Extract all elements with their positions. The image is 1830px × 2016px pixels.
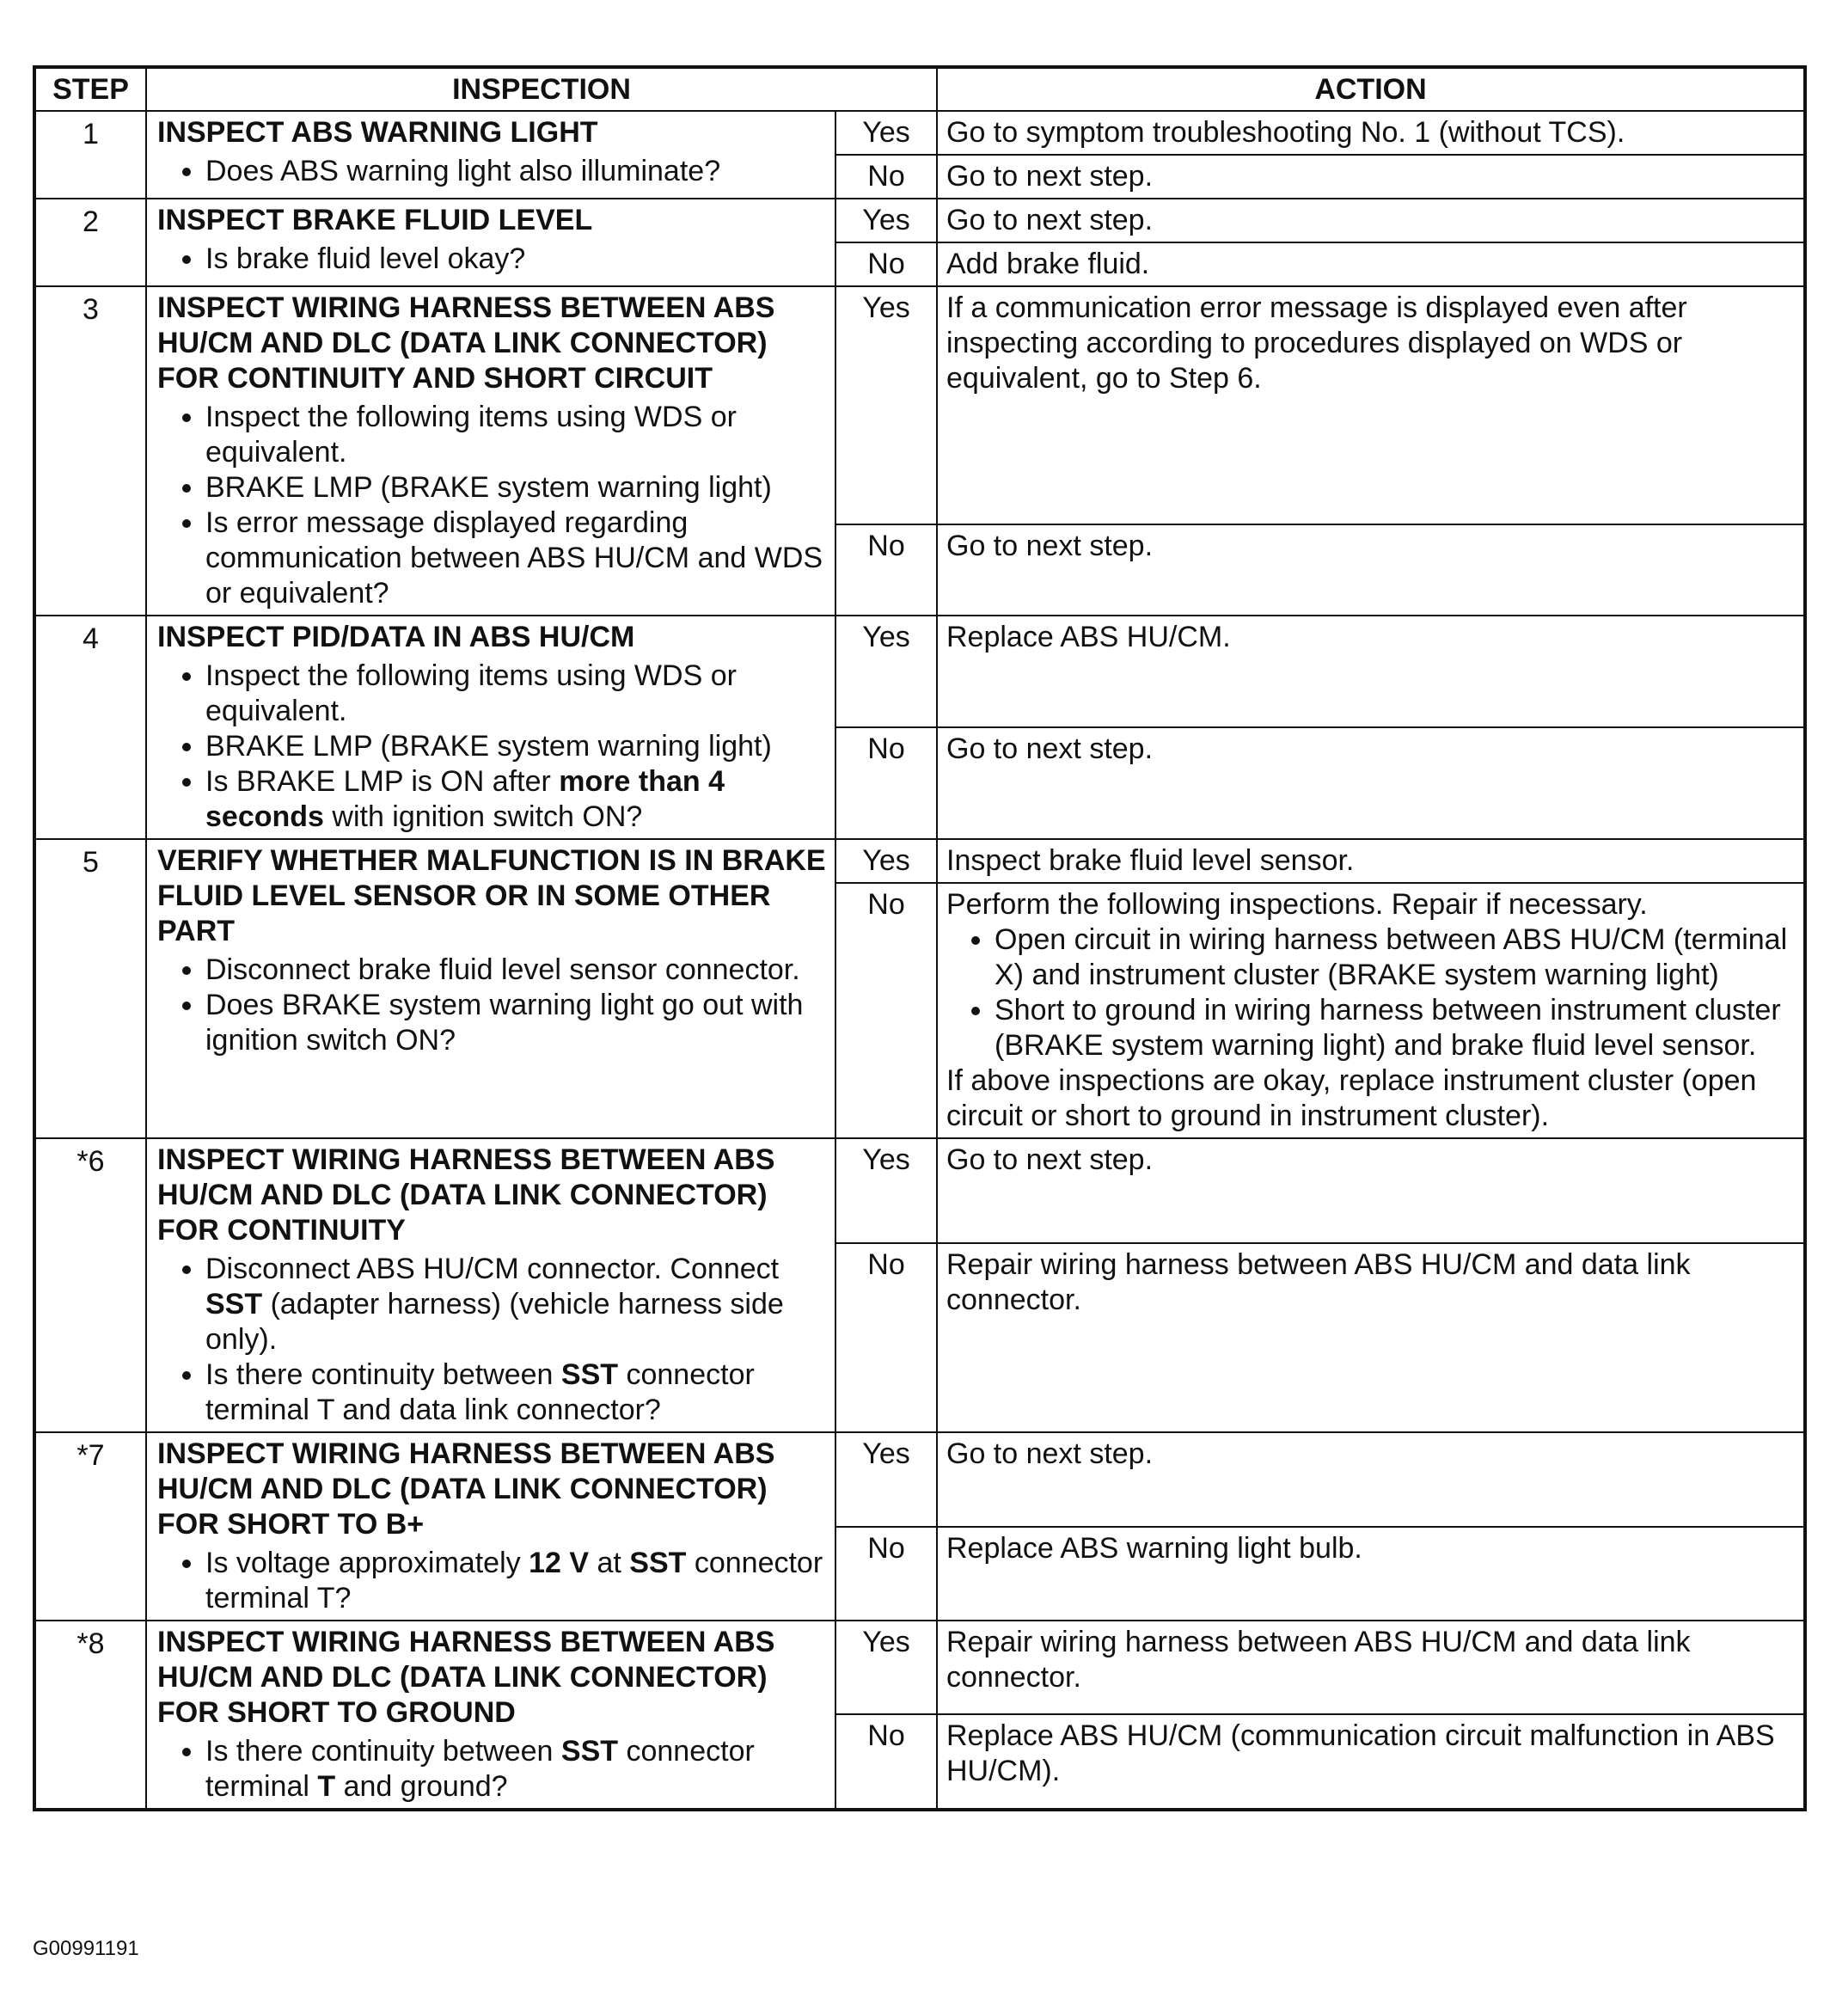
bullet-text: connector terminal T and data link connector?: [205, 1358, 755, 1426]
yes-label: Yes: [835, 286, 937, 524]
header-action: ACTION: [937, 67, 1805, 111]
no-action: [937, 1527, 1805, 1621]
no-label: No: [835, 727, 937, 839]
yes-action: Replace ABS HU/CM.: [937, 616, 1805, 727]
bullet-text: 12 V: [529, 1547, 590, 1579]
bullet-text: with ignition switch ON?: [323, 800, 643, 833]
bullet-text: BRAKE LMP (BRAKE system warning light): [205, 471, 772, 504]
bullet-text: and ground?: [335, 1770, 508, 1803]
inspection-bullet: [205, 470, 826, 506]
table-body: [34, 111, 1805, 1810]
header-inspection: INSPECTION: [146, 67, 937, 111]
inspection-bullet: [205, 154, 826, 189]
step-number: 4: [34, 616, 146, 839]
step-number: 2: [34, 199, 146, 286]
yes-action: Go to next step.: [937, 1432, 1805, 1527]
table-row: [34, 1138, 1805, 1243]
bullet-text: (adapter harness) (vehicle harness side only).: [205, 1288, 784, 1356]
troubleshooting-table: [33, 65, 1807, 1811]
inspection-title: INSPECT WIRING HARNESS BETWEEN ABS HU/CM AND DLC (DATA LINK CONNECTOR) FOR CONTINUITY: [157, 1143, 775, 1247]
inspection-title: INSPECT BRAKE FLUID LEVEL: [157, 204, 593, 236]
no-action-text: Add brake fluid.: [946, 248, 1150, 280]
inspection-bullet: [205, 953, 826, 988]
no-label: No: [835, 883, 937, 1138]
bullet-text: connector terminal: [205, 1735, 755, 1803]
bullet-text: Does ABS warning light also illuminate?: [205, 155, 721, 187]
inspection-title: INSPECT ABS WARNING LIGHT: [157, 116, 598, 149]
bullet-text: SST: [560, 1735, 619, 1768]
inspection-bullet: [205, 1252, 826, 1357]
no-action-bullets: [946, 922, 1795, 1063]
inspection-cell: [146, 616, 835, 839]
no-action-text: Replace ABS warning light bulb.: [946, 1531, 1362, 1565]
table-row: [34, 199, 1805, 242]
no-action-text: Go to next step.: [946, 160, 1154, 193]
no-action: [937, 524, 1805, 616]
no-action-bullet: • Open circuit in wiring harness between ABS HU/CM (terminal X) and instrument cluster (BRAKE system warning light): [995, 922, 1795, 993]
bullet-text: connector terminal T?: [205, 1547, 823, 1615]
bullet-text: Is brake fluid level okay?: [205, 242, 526, 275]
inspection-bullet: [205, 988, 826, 1058]
table-row: [34, 616, 1805, 727]
no-action-text: Replace ABS HU/CM (communication circuit malfunction in ABS HU/CM).: [946, 1719, 1775, 1788]
bullet-text: Does BRAKE system warning light go out with ignition switch ON?: [205, 989, 804, 1057]
table-row: [34, 1621, 1805, 1714]
no-action: [937, 155, 1805, 199]
table-row: [34, 111, 1805, 155]
step-number: *8: [34, 1621, 146, 1810]
bullet-text: Is voltage approximately: [205, 1547, 529, 1579]
inspection-title: INSPECT WIRING HARNESS BETWEEN ABS HU/CM AND DLC (DATA LINK CONNECTOR) FOR SHORT TO GROUND: [157, 1626, 775, 1729]
bullet-text: Is BRAKE LMP is ON after: [205, 765, 560, 798]
inspection-bullet: [205, 729, 826, 764]
no-label: No: [835, 1243, 937, 1432]
header-row: [34, 67, 1805, 111]
yes-label: Yes: [835, 616, 937, 727]
troubleshooting-table-container: [33, 65, 1803, 1811]
inspection-bullet: [205, 242, 826, 277]
no-label: No: [835, 155, 937, 199]
inspection-title: INSPECT WIRING HARNESS BETWEEN ABS HU/CM AND DLC (DATA LINK CONNECTOR) FOR CONTINUITY AND SHORT CIRCUIT: [157, 291, 775, 395]
bullet-text: SST: [629, 1547, 687, 1579]
step-number: *7: [34, 1432, 146, 1621]
no-action: [937, 1243, 1805, 1432]
bullet-text: Is there continuity between: [205, 1358, 561, 1391]
table-row: [34, 839, 1805, 883]
yes-action: Repair wiring harness between ABS HU/CM and data link connector.: [937, 1621, 1805, 1714]
inspection-bullet: [205, 764, 826, 835]
inspection-bullets: [157, 1546, 826, 1616]
bullet-text: SST: [560, 1358, 619, 1391]
table-row: [34, 1432, 1805, 1527]
yes-action: If a communication error message is displayed even after inspecting according to procedures displayed on WDS or equivalent, go to Step 6.: [937, 286, 1805, 524]
inspection-bullet: [205, 400, 826, 470]
inspection-title: INSPECT WIRING HARNESS BETWEEN ABS HU/CM AND DLC (DATA LINK CONNECTOR) FOR SHORT TO B+: [157, 1437, 775, 1541]
inspection-cell: [146, 1621, 835, 1810]
inspection-cell: [146, 1138, 835, 1432]
inspection-bullets: [157, 1252, 826, 1428]
yes-label: Yes: [835, 1432, 937, 1527]
bullet-text: at: [589, 1547, 630, 1579]
no-label: No: [835, 242, 937, 286]
bullet-text: Inspect the following items using WDS or equivalent.: [205, 401, 737, 469]
yes-label: Yes: [835, 1621, 937, 1714]
inspection-bullets: [157, 953, 826, 1058]
inspection-bullet: [205, 1546, 826, 1616]
no-label: No: [835, 1527, 937, 1621]
inspection-title: INSPECT PID/DATA IN ABS HU/CM: [157, 621, 635, 653]
bullet-text: more than 4 seconds: [205, 765, 725, 833]
no-action-text: Repair wiring harness between ABS HU/CM and data link connector.: [946, 1247, 1691, 1316]
yes-action: Go to next step.: [937, 1138, 1805, 1243]
inspection-bullets: [157, 242, 826, 277]
figure-code: G00991191: [33, 1937, 139, 1960]
header-step: STEP: [34, 67, 146, 111]
no-action-text: Go to next step.: [946, 732, 1154, 765]
inspection-bullets: [157, 400, 826, 611]
inspection-bullets: [157, 659, 826, 835]
step-number: 1: [34, 111, 146, 199]
bullet-text: T: [317, 1770, 336, 1803]
yes-label: Yes: [835, 111, 937, 155]
no-action-text: Perform the following inspections. Repair if necessary.: [946, 888, 1648, 921]
yes-action: Go to next step.: [937, 199, 1805, 242]
no-action: [937, 242, 1805, 286]
no-label: No: [835, 1714, 937, 1810]
bullet-text: Is error message displayed regarding communication between ABS HU/CM and WDS or equivalent?: [205, 506, 823, 610]
inspection-bullet: [205, 1357, 826, 1428]
step-number: 5: [34, 839, 146, 1138]
inspection-bullet: [205, 659, 826, 729]
bullet-text: Inspect the following items using WDS or equivalent.: [205, 659, 737, 727]
step-number: *6: [34, 1138, 146, 1432]
table-row: [34, 286, 1805, 524]
inspection-bullets: [157, 1734, 826, 1805]
yes-action: Inspect brake fluid level sensor.: [937, 839, 1805, 883]
inspection-bullet: [205, 1734, 826, 1805]
inspection-cell: [146, 111, 835, 199]
no-action: [937, 883, 1805, 1138]
yes-action: Go to symptom troubleshooting No. 1 (without TCS).: [937, 111, 1805, 155]
inspection-cell: [146, 286, 835, 616]
no-label: No: [835, 524, 937, 616]
no-action-bullet: • Short to ground in wiring harness between instrument cluster (BRAKE system warning light) and brake fluid level sensor.: [995, 993, 1795, 1063]
inspection-cell: [146, 1432, 835, 1621]
no-action: [937, 1714, 1805, 1810]
no-action-after: If above inspections are okay, replace instrument cluster (open circuit or short to ground in instrument cluster).: [946, 1064, 1757, 1132]
step-number: 3: [34, 286, 146, 616]
bullet-text: Disconnect brake fluid level sensor connector.: [205, 953, 800, 986]
bullet-text: SST: [205, 1288, 263, 1321]
bullet-text: Disconnect ABS HU/CM connector. Connect: [205, 1253, 780, 1285]
yes-label: Yes: [835, 199, 937, 242]
inspection-bullet: [205, 506, 826, 611]
inspection-cell: [146, 839, 835, 1138]
yes-label: Yes: [835, 1138, 937, 1243]
no-action: [937, 727, 1805, 839]
no-action-text: Go to next step.: [946, 529, 1154, 562]
inspection-title: VERIFY WHETHER MALFUNCTION IS IN BRAKE FLUID LEVEL SENSOR OR IN SOME OTHER PART: [157, 844, 826, 947]
inspection-cell: [146, 199, 835, 286]
inspection-bullets: [157, 154, 826, 189]
yes-label: Yes: [835, 839, 937, 883]
bullet-text: Is there continuity between: [205, 1735, 561, 1768]
bullet-text: BRAKE LMP (BRAKE system warning light): [205, 730, 772, 763]
